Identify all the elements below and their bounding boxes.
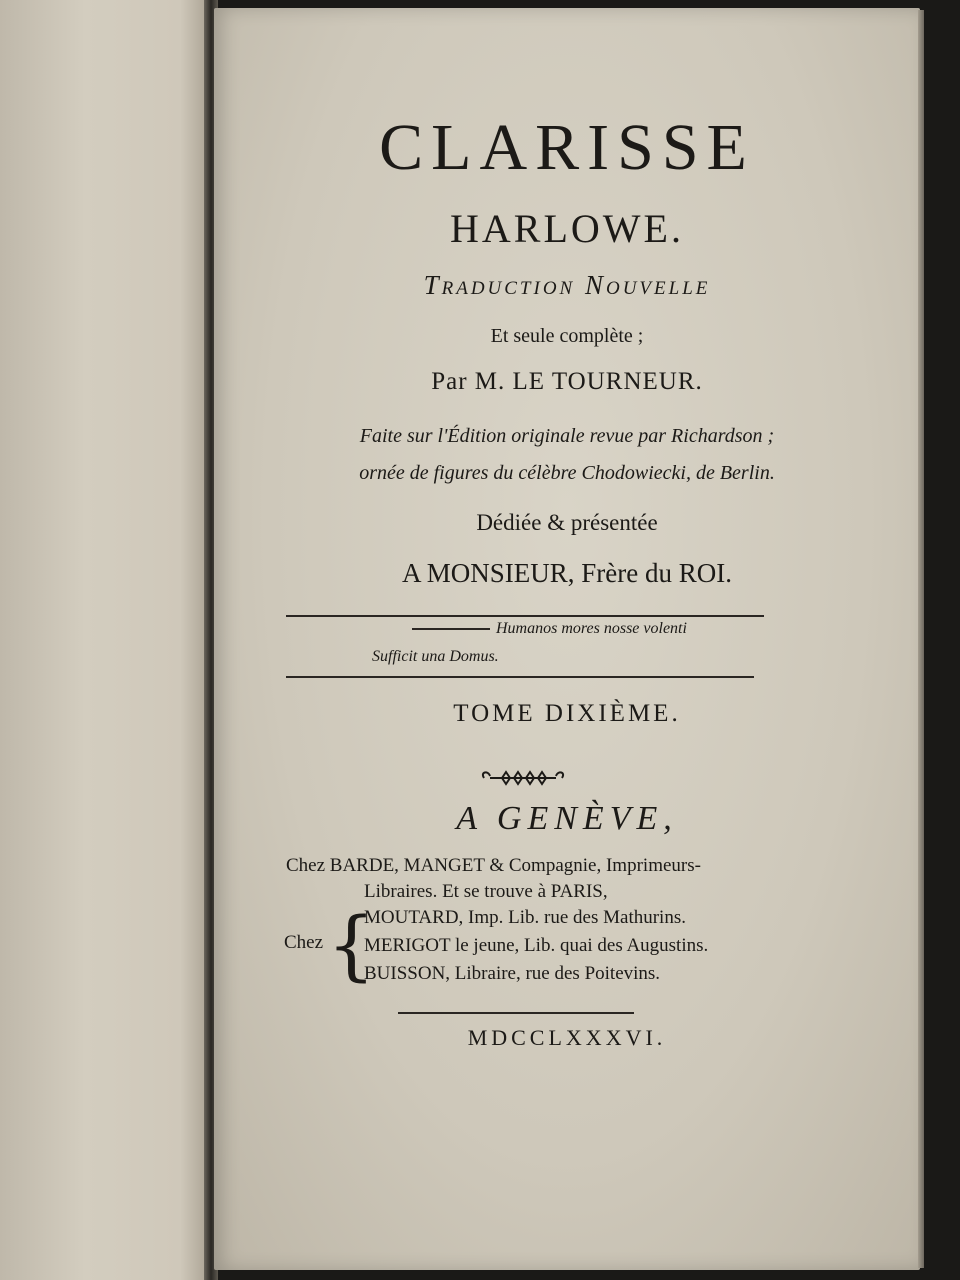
left-blank-page [0, 0, 212, 1280]
floral-ornament-icon [478, 766, 568, 790]
edition-line-2: ornée de figures du célèbre Chodowiecki, de Berlin. [359, 462, 775, 484]
seller-merigot: MERIGOT le jeune, Lib. quai des Augustins. [364, 935, 709, 956]
top-rule [286, 615, 764, 617]
translator-line: Par M. LE TOURNEUR. [431, 368, 703, 395]
epigraph-dash [412, 628, 490, 630]
seller-buisson: BUISSON, Libraire, rue des Poitevins. [364, 963, 661, 984]
dedication-line: Dédiée & présentée [476, 510, 658, 535]
curly-brace: { [327, 900, 376, 989]
page-edge [918, 10, 924, 1268]
year-rule [398, 1012, 634, 1014]
book-subtitle: HARLOWE. [450, 206, 684, 251]
volume-number: TOME DIXIÈME. [453, 700, 681, 727]
publication-place: A GENÈVE, [456, 800, 678, 837]
printer-line-2: Libraires. Et se trouve à PARIS, [364, 881, 608, 902]
bottom-rule [286, 676, 754, 678]
chez-label: Chez [284, 932, 324, 953]
publication-year: MDCCLXXXVI. [467, 1025, 667, 1050]
translation-note: Traduction Nouvelle [423, 270, 711, 300]
epigraph-text-1: Humanos mores nosse volenti [496, 620, 687, 637]
completeness-note: Et seule complète ; [490, 325, 644, 347]
epigraph-line-2: Sufficit una Domus. [372, 648, 499, 665]
book-title: CLARISSE [379, 111, 755, 184]
seller-moutard: MOUTARD, Imp. Lib. rue des Mathurins. [364, 907, 686, 928]
printer-line-1: Chez BARDE, MANGET & Compagnie, Imprimeurs- [286, 855, 701, 876]
epigraph-line-1 [412, 620, 687, 638]
edition-line-1: Faite sur l'Édition originale revue par Richardson ; [359, 425, 775, 447]
dedicatee-line: A MONSIEUR, Frère du ROI. [402, 558, 732, 588]
title-page [214, 8, 920, 1270]
